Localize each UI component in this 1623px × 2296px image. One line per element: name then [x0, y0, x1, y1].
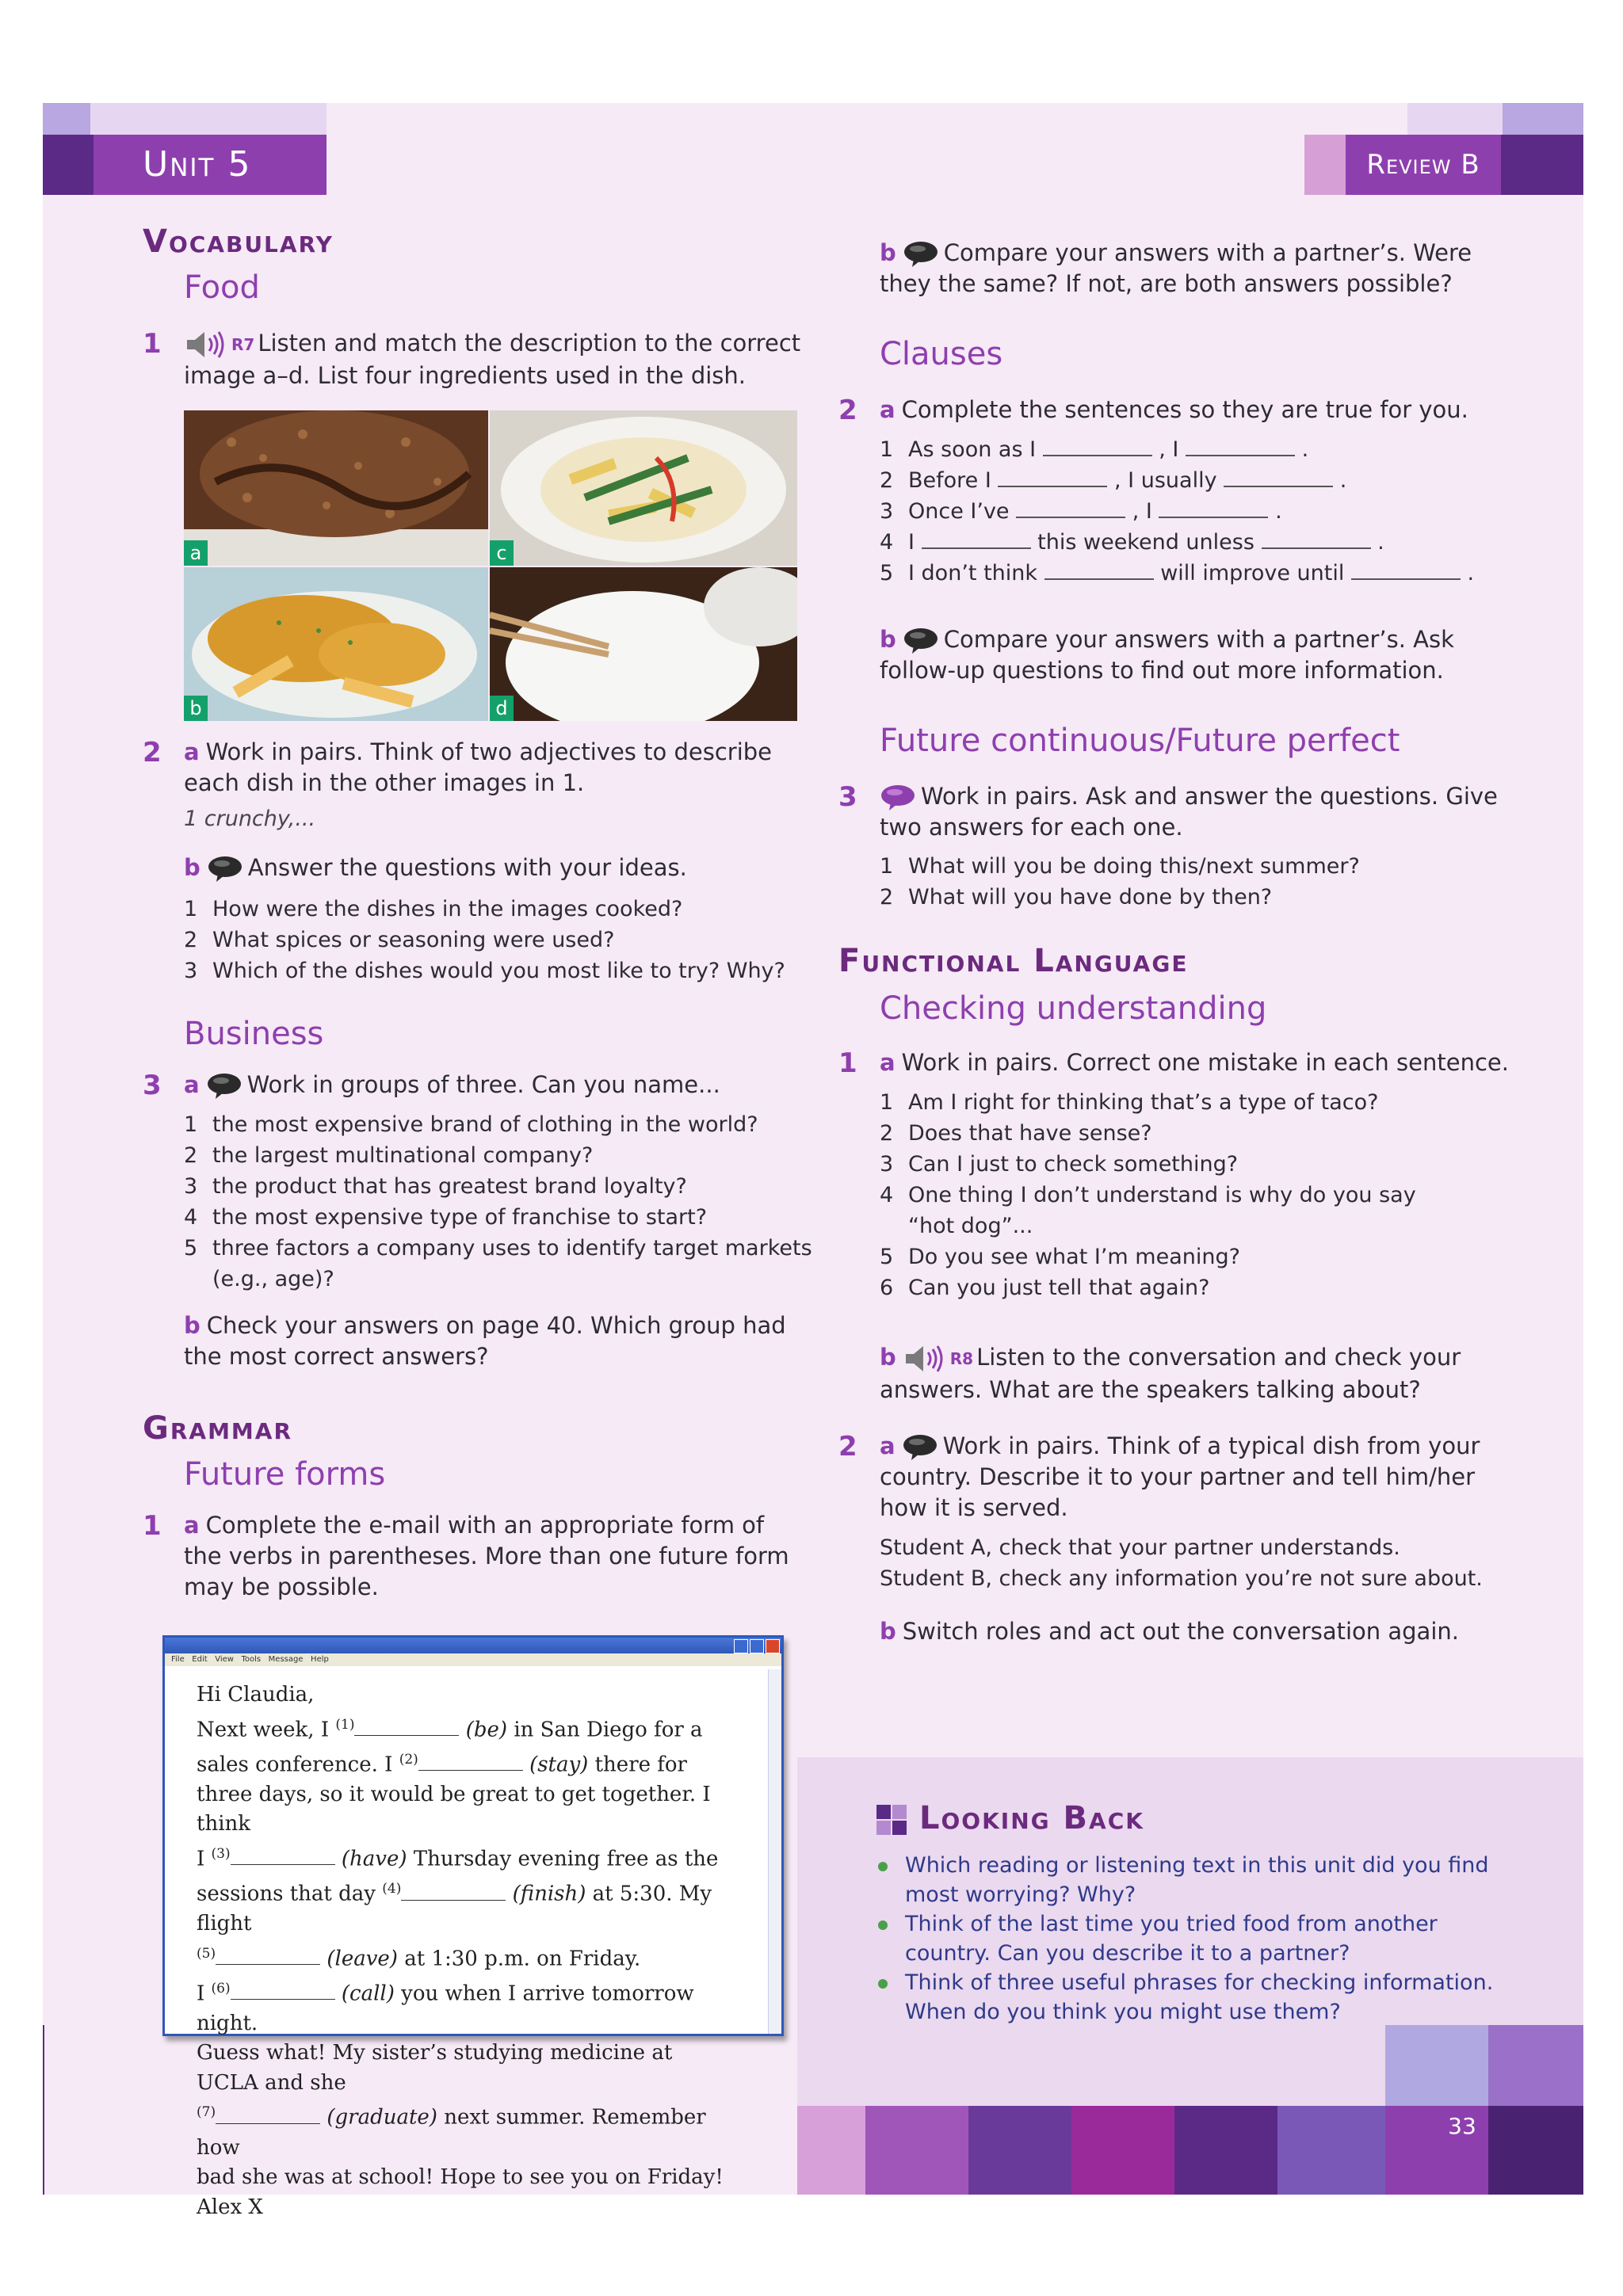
speaker-icon — [184, 329, 231, 360]
looking-back-item: Which reading or listening text in this unit did you find most worrying? Why? — [905, 1853, 1489, 1907]
speech-bubble-icon — [902, 1433, 938, 1462]
list-item: 4 the most expensive type of franchise to start? — [184, 1205, 708, 1230]
exercise-number: 1 — [143, 328, 162, 360]
email-menubar — [165, 1653, 781, 1666]
header-band — [1503, 103, 1583, 135]
speech-bubble-icon — [206, 1072, 242, 1100]
photo-fish-and-chips — [184, 567, 488, 721]
exercise-number: 2 — [838, 1431, 857, 1463]
email-window — [162, 1635, 784, 2219]
list-item: 1 As soon as I , I . — [880, 434, 1474, 465]
speech-bubble-icon — [880, 784, 916, 812]
sentence-list — [880, 1087, 1416, 1303]
list-item: 3 Can I just to check something? — [880, 1152, 1239, 1177]
question-list — [184, 1109, 812, 1295]
decor-block — [797, 2106, 865, 2195]
exercise-instruction: b Answer the questions with your ideas. — [184, 852, 802, 883]
email-line: I $^{(6)}$ (call) you when I arrive tomorrow night. — [197, 1980, 694, 2035]
image-label-c: c — [490, 540, 514, 566]
list-item: 1 Am I right for thinking that’s a type of taco? — [880, 1090, 1379, 1115]
looking-back-item: Think of three useful phrases for checking information. When do you think you might use them? — [905, 1970, 1494, 2024]
question-list — [880, 851, 1360, 913]
exercise-instruction: b Compare your answers with a partner’s. Ask follow-up questions to find out more information. — [880, 626, 1454, 684]
track-label: R7 — [231, 334, 255, 354]
email-line: sessions that day $^{(4)}$ (finish) at 5:30. My flight — [197, 1880, 712, 1936]
subtitle-clauses: Clauses — [880, 336, 1003, 372]
menu-file[interactable]: File — [171, 1655, 185, 1664]
list-item: 5 Do you see what I’m meaning? — [880, 1245, 1240, 1269]
exercise-number: 1 — [838, 1047, 857, 1079]
exercise-instruction: b Switch roles and act out the conversation again. — [880, 1618, 1459, 1645]
section-title-functional-language: Functional Language — [838, 943, 1189, 979]
instruction-text: Listen and match the description to the correct image a–d. List four ingredients used in the dish. — [184, 330, 801, 389]
email-body — [165, 1669, 769, 2219]
list-item: 1 What will you be doing this/next summer? — [880, 854, 1360, 879]
email-line: $^{(5)}$ (leave) at 1:30 p.m. on Friday. — [197, 1945, 641, 1971]
page-number: 33 — [1441, 2109, 1484, 2144]
list-item: “hot dog”... — [908, 1214, 1033, 1238]
subtitle-future-forms: Future forms — [184, 1456, 386, 1493]
decor-block — [865, 2106, 968, 2195]
list-item: 1 the most expensive brand of clothing in the world? — [184, 1112, 758, 1137]
speech-bubble-icon — [903, 627, 939, 655]
exercise-instruction: a Complete the sentences so they are true for you. — [880, 396, 1468, 423]
exercise-instruction: a Work in pairs. Think of two adjectives to describe each dish in the other images in 1. — [184, 738, 773, 796]
email-greeting: Hi Claudia, — [197, 1683, 315, 1707]
header-band — [1501, 135, 1583, 195]
exercise-instruction: a Work in pairs. Correct one mistake in each sentence. — [880, 1049, 1509, 1076]
list-item: 6 Can you just tell that again? — [880, 1276, 1210, 1300]
exercise-number: 2 — [143, 737, 162, 769]
header-band — [1304, 135, 1346, 195]
decor-line — [43, 2025, 44, 2195]
header-band — [90, 103, 327, 135]
looking-back-title: Looking Back — [919, 1800, 1144, 1836]
list-item: 3 Which of the dishes would you most like to try? Why? — [184, 959, 785, 983]
list-item: 5 I don’t think will improve until . — [880, 558, 1474, 589]
student-b-text: Student B, check any information you’re not sure about. — [880, 1566, 1483, 1591]
exercise-instruction — [184, 328, 802, 391]
minimize-icon[interactable] — [734, 1639, 748, 1653]
list-item: (e.g., age)? — [212, 1267, 334, 1291]
list-item: 4 I this weekend unless . — [880, 527, 1474, 558]
speech-bubble-icon — [903, 240, 939, 269]
list-item: 3 Once I’ve , I . — [880, 496, 1474, 527]
sentence-list — [880, 434, 1474, 589]
list-item: 2 Before I , I usually . — [880, 465, 1474, 496]
list-item: 2 What spices or seasoning were used? — [184, 928, 615, 952]
list-item: 2 Does that have sense? — [880, 1121, 1152, 1146]
photo-pasta-asparagus — [490, 410, 797, 566]
photo-chocolate-crispy — [184, 410, 488, 566]
menu-message[interactable]: Message — [268, 1655, 304, 1664]
list-item: 2 What will you have done by then? — [880, 885, 1273, 910]
list-item: 5 three factors a company uses to identify target markets — [184, 1236, 812, 1261]
exercise-instruction: a Work in groups of three. Can you name... — [184, 1070, 802, 1100]
email-line: sales conference. I $^{(2)}$ (stay) there for — [197, 1751, 687, 1777]
close-icon[interactable] — [766, 1639, 780, 1653]
decor-block — [1174, 2106, 1277, 2195]
email-titlebar — [165, 1638, 781, 1653]
email-line: three days, so it would be great to get together. I think — [197, 1782, 711, 1836]
looking-back-item: Think of the last time you tried food from another country. Can you describe it to a partner? — [905, 1912, 1438, 1966]
speaker-icon — [903, 1343, 950, 1375]
section-title-vocabulary: Vocabulary — [143, 223, 334, 260]
header-band — [1407, 103, 1503, 135]
decor-block — [1488, 2025, 1583, 2106]
exercise-instruction: a Work in pairs. Think of a typical dish from your country. Describe it to your partner and tell him/her how it is served. — [880, 1432, 1480, 1521]
email-line: Next week, I $^{(1)}$ (be) in San Diego for a — [197, 1716, 703, 1742]
subtitle-food: Food — [184, 269, 260, 306]
exercise-number: 2 — [838, 395, 857, 426]
menu-edit[interactable]: Edit — [192, 1655, 208, 1664]
bullet — [878, 1979, 888, 1989]
exercise-number: 1 — [143, 1510, 162, 1542]
exercise-instruction: Work in pairs. Ask and answer the questions. Give two answers for each one. — [880, 783, 1498, 841]
unit-label: Unit 5 — [94, 135, 327, 195]
speech-bubble-icon — [207, 855, 243, 883]
email-line: $^{(7)}$ (graduate) next summer. Remember how — [197, 2104, 706, 2160]
image-label-a: a — [184, 540, 208, 566]
bullet — [878, 1920, 888, 1930]
decor-block — [1071, 2106, 1174, 2195]
decor-block — [1277, 2106, 1385, 2195]
email-line: I $^{(3)}$ (have) Thursday evening free as the — [197, 1845, 719, 1871]
maximize-icon[interactable] — [750, 1639, 764, 1653]
exercise-instruction: a Complete the e-mail with an appropriate form of the verbs in parentheses. More than one future form may be possible. — [184, 1512, 789, 1600]
subtitle-checking-understanding: Checking understanding — [880, 990, 1267, 1027]
menu-view[interactable]: View — [215, 1655, 234, 1664]
student-a-text: Student A, check that your partner understands. — [880, 1535, 1400, 1560]
role-instructions — [880, 1532, 1529, 1594]
section-title-grammar: Grammar — [143, 1410, 293, 1447]
exercise-number: 3 — [838, 781, 857, 813]
subtitle-future-continuous: Future continuous/Future perfect — [880, 723, 1400, 759]
decor-block — [1385, 2025, 1488, 2106]
image-label-d: d — [490, 696, 514, 721]
looking-back-icon — [876, 1805, 908, 1836]
photo-rice-bowl — [490, 567, 797, 721]
bullet — [878, 1862, 888, 1871]
list-item: 1 How were the dishes in the images cooked? — [184, 897, 683, 921]
list-item: 3 the product that has greatest brand loyalty? — [184, 1174, 687, 1199]
subtitle-business: Business — [184, 1016, 324, 1052]
header-band — [43, 135, 94, 195]
exercise-instruction: b Compare your answers with a partner’s. Were they the same? If not, are both answers possible? — [880, 239, 1472, 297]
list-item: 4 One thing I don’t understand is why do you say — [880, 1183, 1416, 1207]
header-band — [43, 103, 90, 135]
email-line: Guess what! My sister’s studying medicine at UCLA and she — [197, 2041, 673, 2095]
exercise-instruction: b Check your answers on page 40. Which group had the most correct answers? — [184, 1312, 786, 1370]
email-line: bad she was at school! Hope to see you on Friday! Alex X — [197, 2165, 724, 2219]
decor-block — [1488, 2106, 1583, 2195]
review-label: Review B — [1346, 135, 1501, 195]
decor-block — [968, 2106, 1071, 2195]
example-answer: 1 crunchy,... — [184, 807, 316, 831]
menu-help[interactable]: Help — [311, 1655, 329, 1664]
scrollbar[interactable] — [768, 1669, 781, 2034]
menu-tools[interactable]: Tools — [241, 1655, 262, 1664]
exercise-number: 3 — [143, 1070, 162, 1101]
image-label-b: b — [184, 696, 208, 721]
exercise-instruction: b R8 Listen to the conversation and check your answers. What are the speakers talking about? — [880, 1344, 1461, 1403]
list-item: 2 the largest multinational company? — [184, 1143, 594, 1168]
question-list — [184, 894, 785, 986]
